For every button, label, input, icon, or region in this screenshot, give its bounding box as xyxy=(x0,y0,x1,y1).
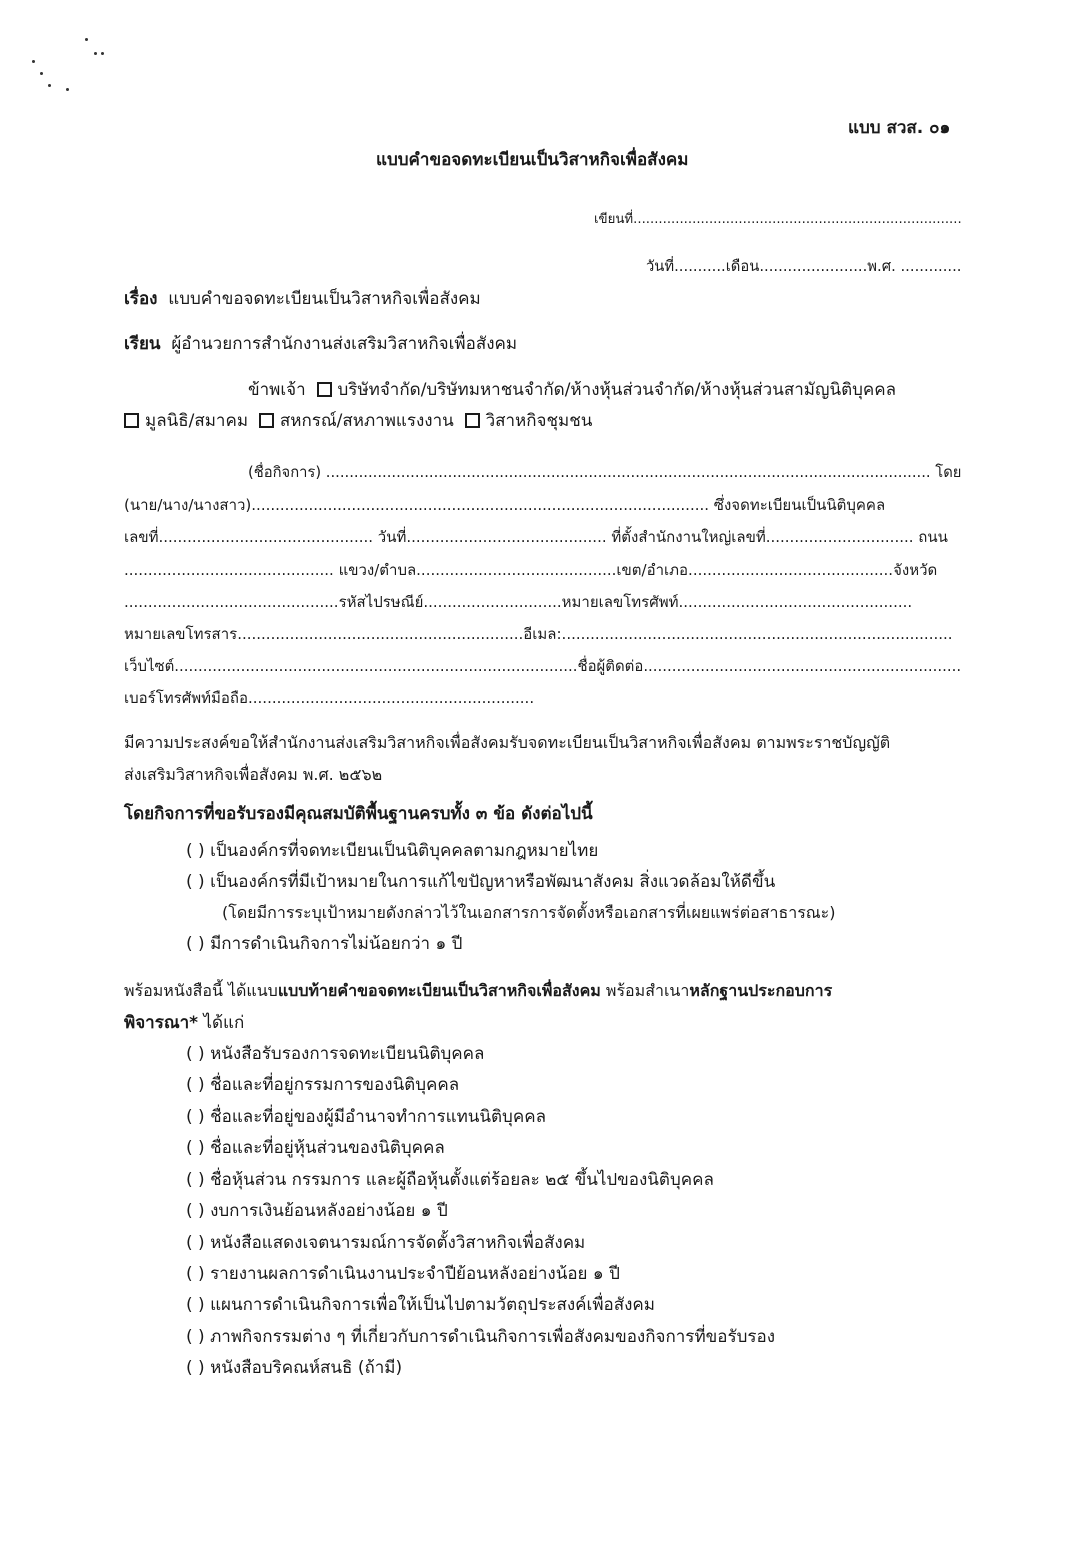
attachment-item[interactable]: ( ) หนังสือบริคณห์สนธิ (ถ้ามี) xyxy=(186,1358,403,1378)
entity-foundation-label: มูลนิธิ/สมาคม xyxy=(145,411,249,431)
entity-type-row-1 xyxy=(248,382,896,399)
entity-company-label: บริษัทจำกัด/บริษัทมหาชนจำกัด/ห้างหุ้นส่วนจำกัด/ห้างหุ้นส่วนสามัญนิติบุคคล xyxy=(337,380,897,400)
qualification-item[interactable]: ( ) เป็นองค์กรที่มีเป้าหมายในการแก้ไขปัญหาหรือพัฒนาสังคม สิ่งแวดล้อมให้ดีขึ้น xyxy=(186,872,776,892)
written-at-field[interactable]: เขียนที่.............................................................................. xyxy=(594,212,962,227)
attachment-intro-line-2 xyxy=(124,1015,244,1032)
checkbox-cooperative[interactable] xyxy=(259,413,274,428)
checkbox-company[interactable] xyxy=(317,382,332,397)
to-label: เรียน xyxy=(124,334,161,354)
fax-email-field[interactable]: หมายเลขโทรสาร............................................................อีเมล:.................................................................................. xyxy=(124,625,953,643)
registration-field[interactable]: เลขที่............................................. วันที่.......................................... ที่ตั้งสำนักงานใหญ่เลขที่............................... ถนน xyxy=(124,528,948,546)
attachment-including: ได้แก่ xyxy=(198,1013,245,1033)
representative-field[interactable]: (นาย/นาง/นางสาว)................................................................................................ ซึ่งจดทะเบียนเป็นนิติบุคคล xyxy=(124,496,886,514)
form-code: แบบ สวส. ๐๑ xyxy=(848,118,951,138)
attachment-evidence-text: หลักฐานประกอบการ xyxy=(689,981,833,1000)
scan-speck xyxy=(94,52,97,55)
attachment-item[interactable]: ( ) หนังสือรับรองการจดทะเบียนนิติบุคคล xyxy=(186,1044,485,1064)
subject-label: เรื่อง xyxy=(124,289,158,309)
scan-speck xyxy=(85,38,88,41)
attachment-consideration: พิจารณา* xyxy=(124,1013,199,1033)
entity-cooperative-label: สหกรณ์/สหภาพแรงงาน xyxy=(279,411,454,431)
attachment-item[interactable]: ( ) ชื่อและที่อยู่กรรมการของนิติบุคคล xyxy=(186,1075,460,1095)
form-title: แบบคำขอจดทะเบียนเป็นวิสาหกิจเพื่อสังคม xyxy=(376,150,689,170)
intent-line-2: ส่งเสริมวิสาหกิจเพื่อสังคม พ.ศ. ๒๕๖๒ xyxy=(124,765,383,784)
attachment-item[interactable]: ( ) งบการเงินย้อนหลังอย่างน้อย ๑ ปี xyxy=(186,1201,448,1221)
attachment-item[interactable]: ( ) รายงานผลการดำเนินงานประจำปีย้อนหลังอย่างน้อย ๑ ปี xyxy=(186,1264,620,1284)
attachment-item[interactable]: ( ) ชื่อหุ้นส่วน กรรมการ และผู้ถือหุ้นตั้งแต่ร้อยละ ๒๕ ขึ้นไปของนิติบุคคล xyxy=(186,1170,714,1190)
entity-type-row-2 xyxy=(124,413,592,430)
to-text: ผู้อำนวยการสำนักงานส่งเสริมวิสาหกิจเพื่อสังคม xyxy=(171,334,518,354)
attachment-intro-text: พร้อมหนังสือนี้ ได้แนบ xyxy=(124,981,278,1000)
subject-line xyxy=(124,291,481,308)
attachment-form-name: แบบท้ายคำขอจดทะเบียนเป็นวิสาหกิจเพื่อสังคม xyxy=(277,981,601,1000)
subject-text: แบบคำขอจดทะเบียนเป็นวิสาหกิจเพื่อสังคม xyxy=(168,289,481,309)
checkbox-foundation[interactable] xyxy=(124,413,139,428)
date-field[interactable]: วันที่...........เดือน.......................พ.ศ. ............. xyxy=(646,258,962,275)
applicant-prefix: ข้าพเจ้า xyxy=(248,380,306,400)
entity-community-label: วิสาหกิจชุมชน xyxy=(485,411,593,431)
qualification-item[interactable]: ( ) มีการดำเนินกิจการไม่น้อยกว่า ๑ ปี xyxy=(186,934,463,954)
qualification-note: (โดยมีการระบุเป้าหมายดังกล่าวไว้ในเอกสารการจัดตั้งหรือเอกสารที่เผยแพร่ต่อสาธารณะ) xyxy=(222,903,836,922)
mobile-field[interactable]: เบอร์โทรศัพท์มือถือ............................................................ xyxy=(124,689,535,707)
scan-speck xyxy=(66,88,69,91)
intent-line-1: มีความประสงค์ขอให้สำนักงานส่งเสริมวิสาหกิจเพื่อสังคมรับจดทะเบียนเป็นวิสาหกิจเพื่อสังคม ตามพระราชบัญญัติ xyxy=(124,733,891,752)
checkbox-community-enterprise[interactable] xyxy=(465,413,480,428)
scan-speck xyxy=(32,60,35,63)
postal-phone-field[interactable]: .............................................รหัสไปรษณีย์.............................หมายเลขโทรศัพท์................................................. xyxy=(124,593,913,611)
scan-speck xyxy=(40,72,43,75)
attachment-item[interactable]: ( ) แผนการดำเนินกิจการเพื่อให้เป็นไปตามวัตถุประสงค์เพื่อสังคม xyxy=(186,1295,655,1315)
website-contact-field[interactable]: เว็บไซต์.....................................................................................ชื่อผู้ติดต่อ................................................................... xyxy=(124,657,962,675)
address-field[interactable]: ............................................ แขวง/ตำบล..........................................เขต/อำเภอ...........................................จังหวัด xyxy=(124,561,938,579)
recipient-line xyxy=(124,336,517,353)
scan-speck xyxy=(101,52,104,55)
attachment-item[interactable]: ( ) ชื่อและที่อยู่ของผู้มีอำนาจทำการแทนนิติบุคคล xyxy=(186,1107,547,1127)
business-name-field[interactable]: (ชื่อกิจการ) ................................................................................................................................. โดย xyxy=(248,464,962,481)
qualification-item[interactable]: ( ) เป็นองค์กรที่จดทะเบียนเป็นนิติบุคคลตามกฎหมายไทย xyxy=(186,841,599,861)
qualification-heading: โดยกิจการที่ขอรับรองมีคุณสมบัติพื้นฐานครบทั้ง ๓ ข้อ ดังต่อไปนี้ xyxy=(124,804,593,824)
attachment-item[interactable]: ( ) ชื่อและที่อยู่หุ้นส่วนของนิติบุคคล xyxy=(186,1138,445,1158)
attachment-item[interactable]: ( ) หนังสือแสดงเจตนารมณ์การจัดตั้งวิสาหกิจเพื่อสังคม xyxy=(186,1233,586,1253)
attachment-item[interactable]: ( ) ภาพกิจกรรมต่าง ๆ ที่เกี่ยวกับการดำเนินกิจการเพื่อสังคมของกิจการที่ขอรับรอง xyxy=(186,1327,776,1347)
attachment-intro-line-1 xyxy=(124,983,832,999)
attachment-copy-text: พร้อมสำเนา xyxy=(600,981,690,1000)
scan-speck xyxy=(48,84,51,87)
